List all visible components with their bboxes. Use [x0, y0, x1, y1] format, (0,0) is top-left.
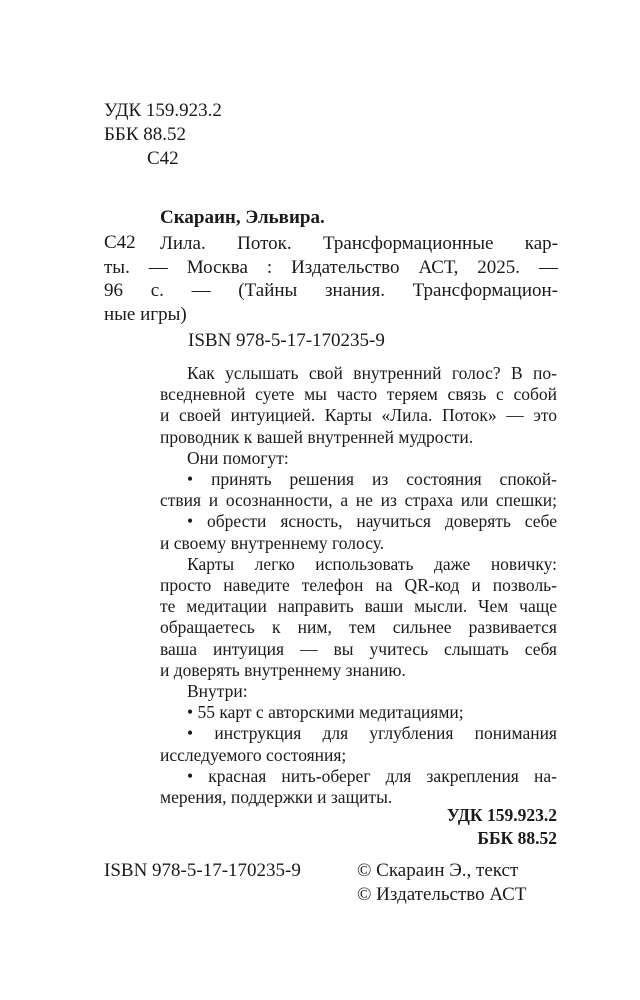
annotation-line: Внутри:	[187, 681, 248, 702]
annotation-line: • 55 карт с авторскими медитациями;	[187, 702, 464, 723]
annotation	[160, 363, 557, 808]
copyright-author: © Скараин Э., текст	[357, 860, 519, 881]
annotation-line: ваша интуиция — вы учитесь слышать себя	[160, 638, 557, 659]
bbk-code-bottom: ББК 88.52	[477, 828, 557, 848]
isbn-record: ISBN 978-5-17-170235-9	[188, 330, 385, 351]
annotation-line: те медитации направить ваши мысли. Чем чаще	[160, 596, 557, 617]
bibliography-author-sign: С42	[104, 232, 136, 253]
annotation-line: • принять решения из состояния спокой-	[187, 469, 557, 490]
description-line: ные игры)	[104, 303, 187, 325]
udk-code: УДК 159.923.2	[104, 100, 222, 121]
annotation-line: и своей интуицией. Карты «Лила. Поток» — это	[160, 405, 557, 426]
isbn-footer: ISBN 978-5-17-170235-9	[104, 860, 301, 881]
annotation-line: обращаетесь к ним, тем сильнее развивается	[160, 617, 557, 638]
annotation-line: и доверять внутреннему знанию.	[160, 659, 406, 680]
annotation-line: • красная нить-оберег для закрепления на-	[187, 765, 557, 786]
annotation-line: • обрести ясность, научиться доверять себе	[187, 511, 557, 532]
annotation-line: • инструкция для углубления понимания	[187, 723, 557, 744]
annotation-line: проводник к вашей внутренней мудрости.	[160, 426, 474, 447]
annotation-line: исследуемого состояния;	[160, 744, 347, 765]
author-heading: Скараин, Эльвира.	[160, 207, 325, 228]
udk-code-bottom: УДК 159.923.2	[446, 805, 557, 825]
annotation-line: ствия и осознанности, а не из страха или спешки;	[160, 490, 557, 511]
annotation-line: просто наведите телефон на QR-код и позволь-	[160, 575, 557, 596]
annotation-line: и своему внутреннему голосу.	[160, 532, 385, 553]
description-line: ты. — Москва : Издательство АСТ, 2025. —	[104, 256, 558, 278]
annotation-line: мерения, поддержки и защиты.	[160, 787, 393, 808]
copyright-publisher: © Издательство АСТ	[357, 884, 527, 905]
bbk-code: ББК 88.52	[104, 124, 186, 145]
author-sign: С42	[147, 148, 179, 169]
annotation-line: Они помогут:	[187, 447, 289, 468]
annotation-line: Как услышать свой внутренний голос? В по-	[187, 363, 557, 383]
description-line: Лила. Поток. Трансформационные кар-	[160, 233, 558, 254]
annotation-line: Карты легко использовать даже новичку:	[187, 553, 557, 574]
annotation-line: вседневной суете мы часто теряем связь с собой	[160, 384, 557, 405]
description-line: 96 с. — (Тайны знания. Трансформацион-	[104, 280, 558, 301]
